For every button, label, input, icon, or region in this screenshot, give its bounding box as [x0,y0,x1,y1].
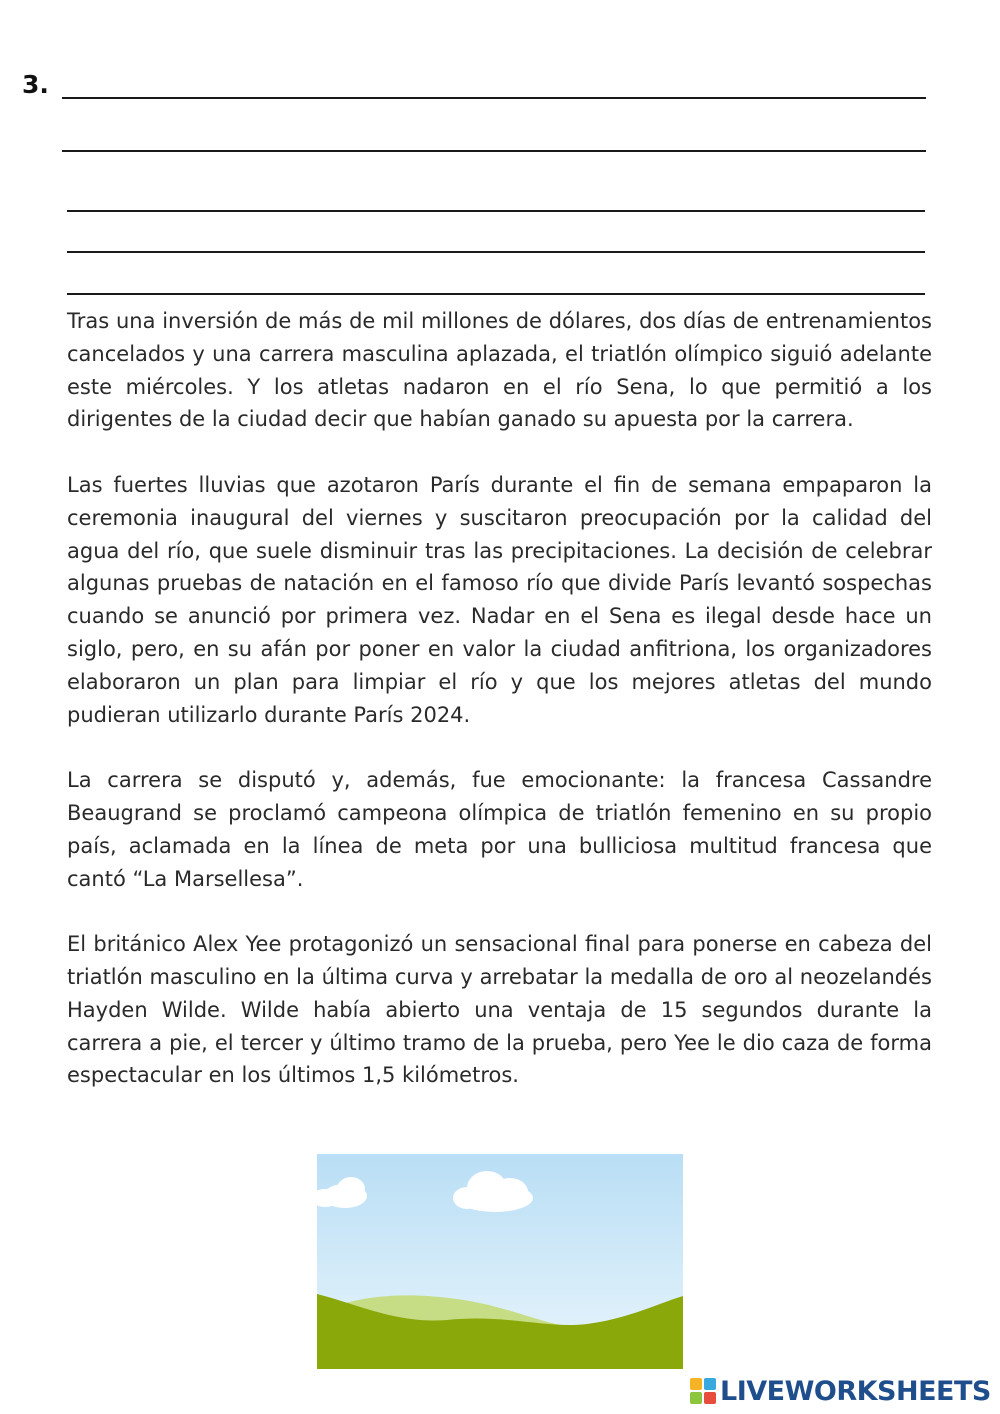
answer-line-5[interactable] [67,293,925,295]
answer-line-3[interactable] [67,210,925,212]
article-paragraph-2: Las fuertes lluvias que azotaron París durante el fin de semana empaparon la ceremonia inaugural del viernes y suscitaron preocupación por la calidad del agua del río, que suele disminuir tras las precipitaciones. La decisión de celebrar algunas pruebas de natación en el famoso río que divide París levantó sospechas cuando se anunció por primera vez. Nadar en el Sena es ilegal desde hace un siglo, pero, en su afán por poner en valor la ciudad anfitriona, los organizadores elaboraron un plan para limpiar el río y que los mejores atletas del mundo pudieran utilizarlo durante París 2024. [67,472,932,727]
brand-name: LIVEWORKSHEETS [720,1375,991,1407]
answer-line-1[interactable] [62,97,926,99]
article-paragraph-4: El británico Alex Yee protagonizó un sensacional final para ponerse en cabeza del triatlón masculino en la última curva y arrebatar la medalla de oro al neozelandés Hayden Wilde. Wilde había abierto una ventaja de 15 segundos durante la carrera a pie, el tercer y último tramo de la prueba, pero Yee le dio caza de forma espectacular en los últimos 1,5 kilómetros. [67,932,932,1088]
landscape-placeholder-icon [317,1154,683,1369]
liveworksheets-brand[interactable] [690,1374,991,1408]
answer-line-2[interactable] [62,150,926,152]
article-text [67,305,932,1092]
answer-line-4[interactable] [67,251,925,253]
article-paragraph-1: Tras una inversión de más de mil millones de dólares, dos días de entrenamientos cancelados y una carrera masculina aplazada, el triatlón olímpico siguió adelante este miércoles. Y los atletas nadaron en el río Sena, lo que permitió a los dirigentes de la ciudad decir que habían ganado su apuesta por la carrera. [67,309,932,432]
liveworksheets-logo-icon [690,1378,716,1404]
question-number: 3. [22,70,49,99]
article-paragraph-3: La carrera se disputó y, además, fue emocionante: la francesa Cassandre Beaugrand se proclamó campeona olímpica de triatlón femenino en su propio país, aclamada en la línea de meta por una bulliciosa multitud francesa que cantó “La Marsellesa”. [67,768,932,891]
